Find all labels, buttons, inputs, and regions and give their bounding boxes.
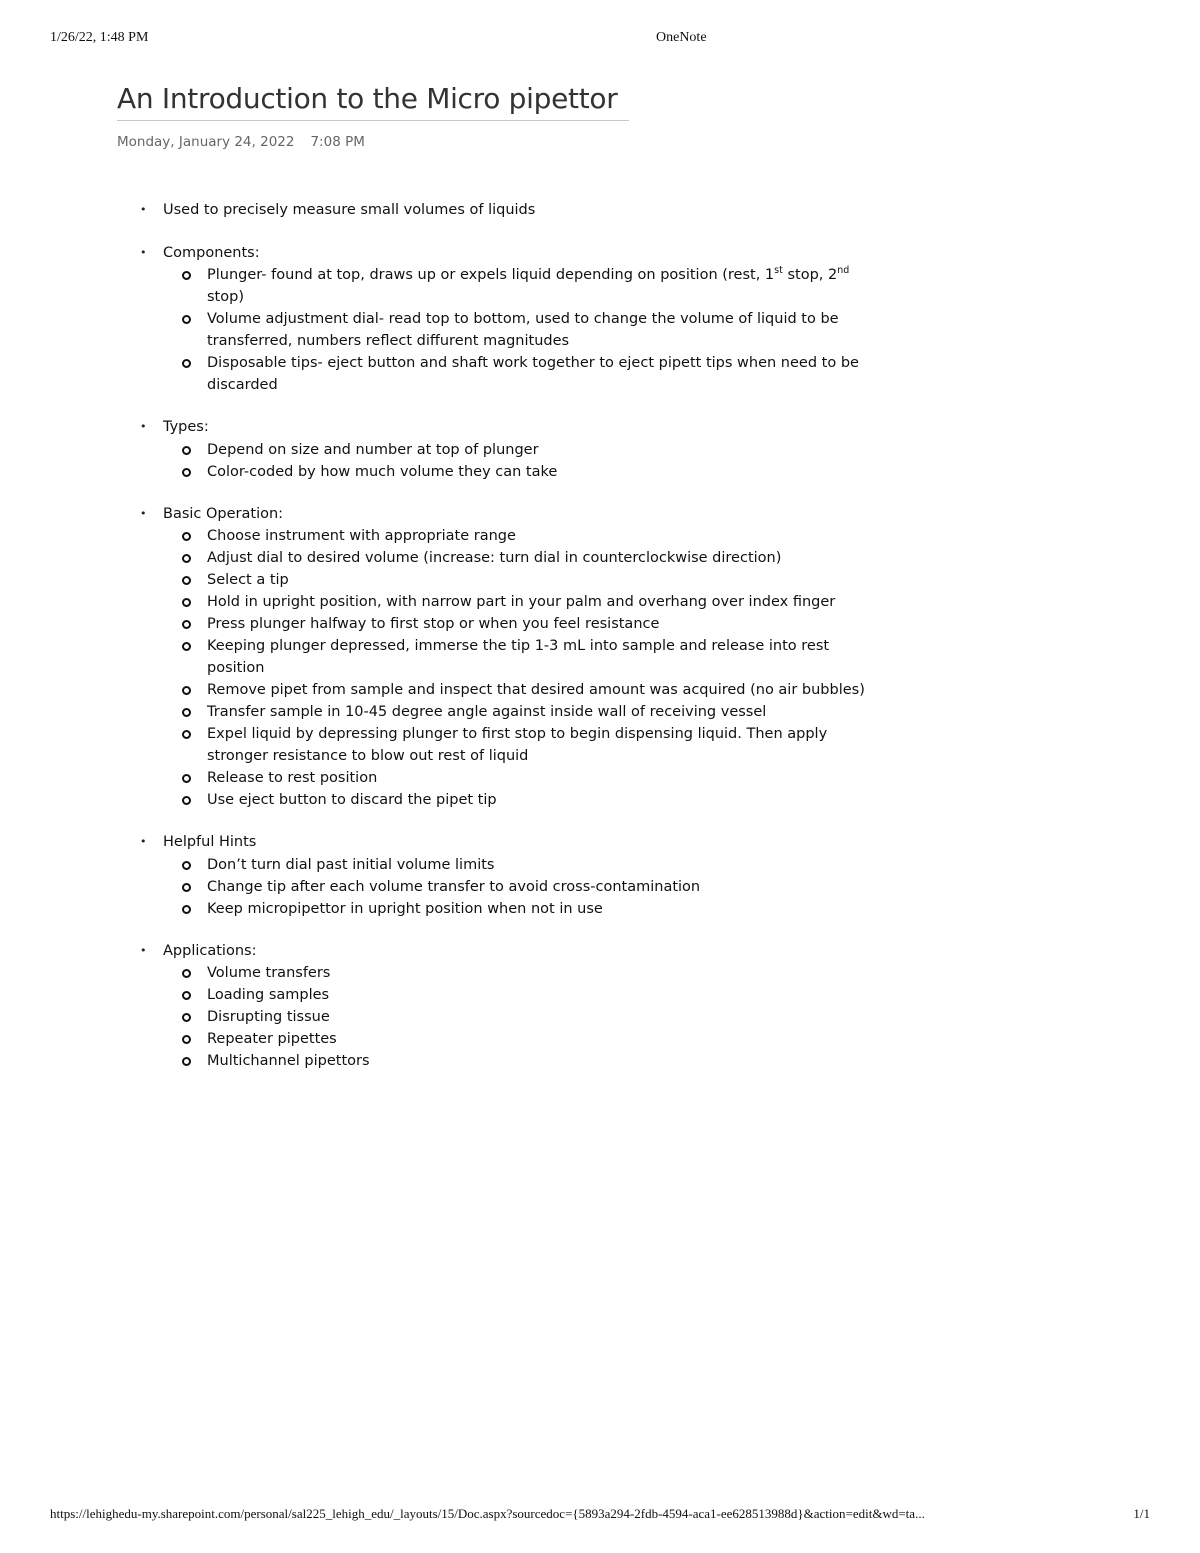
print-footer — [50, 1506, 1150, 1522]
sub-list — [163, 264, 1200, 396]
sub-list-item-text: Volume transfers — [207, 965, 331, 981]
sub-list-item-text: Repeater pipettes — [207, 1031, 337, 1047]
circle-bullet-icon — [182, 642, 191, 651]
print-url: https://lehighedu-my.sharepoint.com/personal/sal225_lehigh_edu/_layouts/15/Doc.aspx?sourcedoc={5893a294-2fdb-4594-aca1-ee628513988d}&action=edit&wd=ta... — [50, 1506, 925, 1521]
circle-bullet-icon — [182, 620, 191, 629]
circle-bullet-icon — [182, 861, 191, 870]
sub-list-item — [0, 767, 889, 789]
outline-item — [0, 831, 1200, 920]
sub-list-item-text: Transfer sample in 10-45 degree angle against inside wall of receiving vessel — [207, 704, 767, 720]
page-time: 7:08 PM — [310, 134, 365, 150]
sub-list-item-text: Depend on size and number at top of plunger — [207, 441, 539, 458]
circle-bullet-icon — [182, 598, 191, 607]
outline-item-text: Applications: — [163, 942, 257, 959]
sub-list-item-text: Release to rest position — [207, 770, 378, 786]
sub-list-item — [0, 701, 889, 723]
outline-item — [0, 242, 1200, 397]
circle-bullet-icon — [182, 554, 191, 563]
circle-bullet-icon — [182, 1057, 191, 1066]
sub-list-item — [0, 854, 889, 876]
sub-list-item-text: Plunger- found at top, draws up or expels liquid depending on position (rest, 1 — [207, 267, 775, 283]
bullet-icon: • — [140, 835, 147, 848]
print-app-name: OneNote — [656, 30, 707, 45]
sub-list-item-text: Don’t turn dial past initial volume limits — [207, 856, 495, 873]
sub-list-item-text: stop, 2 — [782, 267, 838, 283]
outline-item-text: Basic Operation: — [163, 505, 284, 522]
circle-bullet-icon — [182, 532, 191, 541]
sub-list-item-text: Color-coded by how much volume they can take — [207, 463, 558, 480]
circle-bullet-icon — [182, 969, 191, 978]
bullet-icon: • — [140, 420, 147, 433]
circle-bullet-icon — [182, 468, 191, 477]
sub-list-item — [0, 898, 889, 920]
print-header — [50, 30, 1150, 50]
sub-list-item — [0, 439, 889, 461]
sub-list-item — [0, 1028, 889, 1050]
circle-bullet-icon — [182, 708, 191, 717]
sub-list-item-text: Use eject button to discard the pipet tip — [207, 792, 497, 808]
outline-item-text: Used to precisely measure small volumes of liquids — [163, 202, 536, 218]
circle-bullet-icon — [182, 1035, 191, 1044]
outline-item — [0, 940, 1200, 1073]
outline-item — [0, 416, 1200, 483]
sub-list-item — [0, 591, 889, 613]
sub-list-item-text: Press plunger halfway to first stop or when you feel resistance — [207, 616, 660, 632]
sub-list — [163, 439, 1200, 483]
sub-list-item-text: Expel liquid by depressing plunger to first stop to begin dispensing liquid. Then apply stronger resistance to blow out rest of liquid — [207, 726, 828, 764]
circle-bullet-icon — [182, 991, 191, 1000]
sub-list-item — [0, 679, 889, 701]
sub-list-item — [0, 461, 889, 483]
circle-bullet-icon — [182, 446, 191, 455]
print-date: 1/26/22, 1:48 PM — [50, 30, 149, 45]
bullet-icon: • — [140, 506, 147, 520]
circle-bullet-icon — [182, 883, 191, 892]
circle-bullet-icon — [182, 1013, 191, 1022]
ordinal-superscript: nd — [837, 265, 850, 277]
page-title: An Introduction to the Micro pipettor — [117, 82, 618, 115]
circle-bullet-icon — [182, 271, 191, 280]
outline-item-text: Helpful Hints — [163, 834, 257, 850]
page-date: Monday, January 24, 2022 — [117, 134, 295, 150]
bullet-outline — [0, 199, 1200, 1072]
outline-item-text: Components: — [163, 244, 260, 261]
circle-bullet-icon — [182, 686, 191, 695]
print-page-number: 1/1 — [1133, 1506, 1150, 1521]
circle-bullet-icon — [182, 315, 191, 324]
bullet-icon: • — [140, 943, 147, 957]
bullet-icon: • — [140, 203, 147, 216]
sub-list-item — [0, 308, 889, 352]
note-content — [0, 199, 1200, 1092]
outline-item — [0, 199, 1200, 222]
sub-list-item — [0, 352, 889, 396]
sub-list-item-text: Choose instrument with appropriate range — [207, 528, 516, 544]
sub-list-item-text: Adjust dial to desired volume (increase: turn dial in counterclockwise direction) — [207, 550, 782, 566]
sub-list-item — [0, 635, 889, 679]
bullet-icon: • — [140, 245, 147, 259]
sub-list-item — [0, 1050, 889, 1072]
sub-list — [163, 854, 1200, 920]
sub-list-item — [0, 876, 889, 898]
sub-list-item — [0, 525, 889, 547]
sub-list-item — [0, 264, 889, 308]
sub-list-item — [0, 547, 889, 569]
outline-item-text: Types: — [163, 419, 209, 435]
sub-list-item — [0, 613, 889, 635]
circle-bullet-icon — [182, 730, 191, 739]
sub-list-item-text: Keep micropipettor in upright position when not in use — [207, 900, 603, 917]
sub-list-item — [0, 962, 889, 984]
title-underline — [117, 120, 629, 121]
sub-list — [163, 525, 1200, 811]
sub-list-item-text: Hold in upright position, with narrow part in your palm and overhang over index finger — [207, 594, 836, 610]
circle-bullet-icon — [182, 359, 191, 368]
sub-list-item-text: Multichannel pipettors — [207, 1053, 370, 1069]
circle-bullet-icon — [182, 576, 191, 585]
sub-list-item — [0, 569, 889, 591]
sub-list-item-text: Remove pipet from sample and inspect that desired amount was acquired (no air bubbles) — [207, 682, 865, 698]
sub-list-item — [0, 789, 889, 811]
sub-list-item-text: Select a tip — [207, 572, 289, 588]
ordinal-superscript: st — [774, 265, 783, 277]
sub-list-item-text: Keeping plunger depressed, immerse the tip 1-3 mL into sample and release into rest position — [207, 638, 830, 676]
page-timestamp — [117, 134, 365, 150]
sub-list-item-text: Disposable tips- eject button and shaft work together to eject pipett tips when need to be discarded — [207, 355, 859, 393]
sub-list-item-text: Loading samples — [207, 987, 330, 1003]
sub-list-item-text: stop) — [207, 289, 244, 305]
circle-bullet-icon — [182, 774, 191, 783]
circle-bullet-icon — [182, 905, 191, 914]
sub-list-item — [0, 1006, 889, 1028]
sub-list-item-text: Change tip after each volume transfer to avoid cross-contamination — [207, 878, 701, 895]
sub-list-item — [0, 984, 889, 1006]
sub-list-item-text: Disrupting tissue — [207, 1009, 330, 1025]
outline-item — [0, 503, 1200, 812]
sub-list-item-text: Volume adjustment dial- read top to bottom, used to change the volume of liquid to be transferred, numbers reflect diffurent magnitudes — [207, 311, 839, 349]
circle-bullet-icon — [182, 796, 191, 805]
sub-list — [163, 962, 1200, 1072]
sub-list-item — [0, 723, 889, 767]
